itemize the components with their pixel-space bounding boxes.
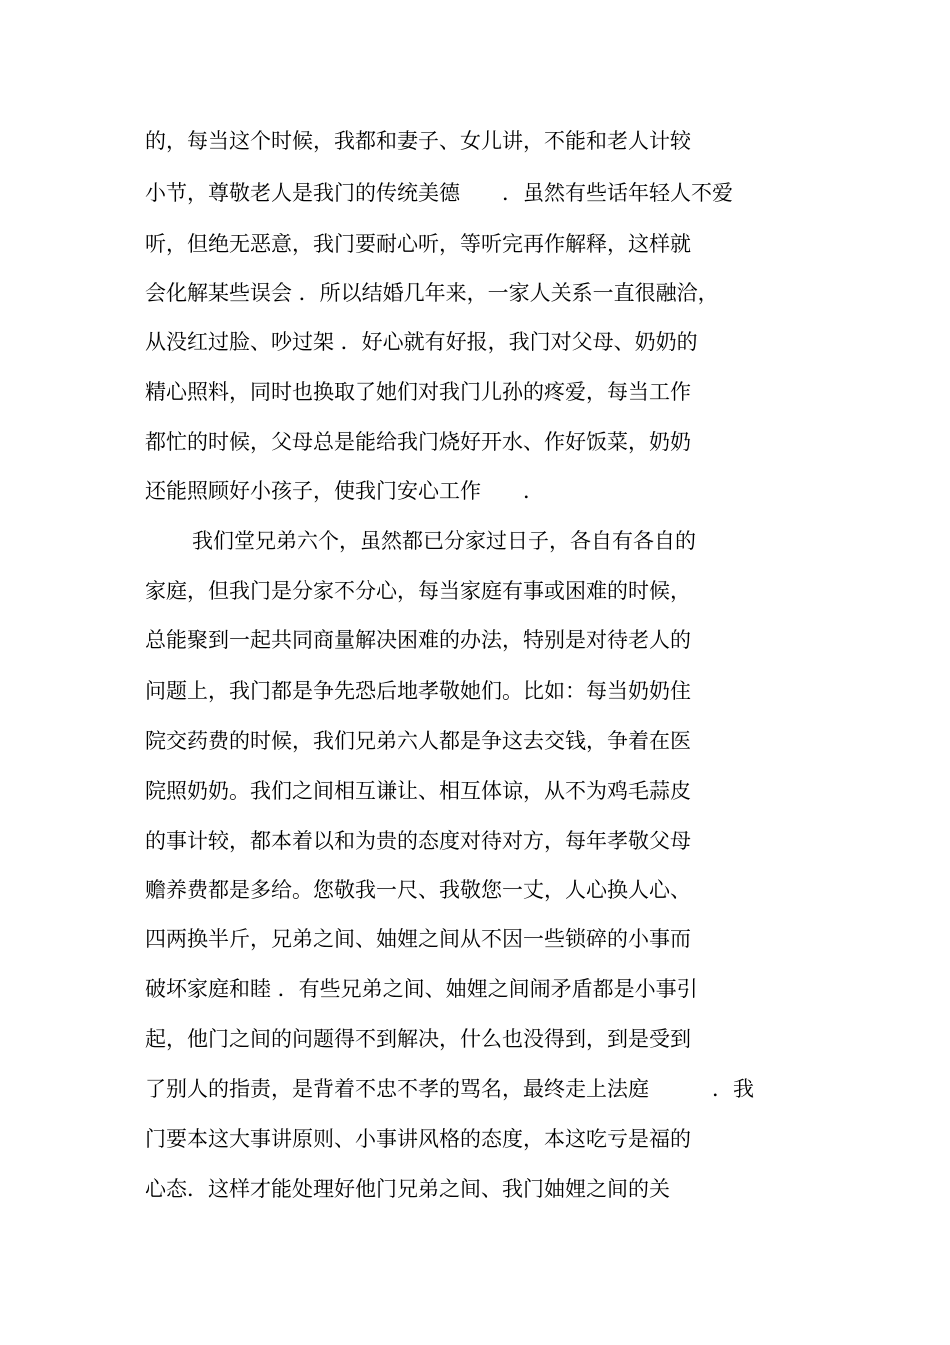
text-line: 总能聚到一起共同商量解决困难的办法，特别是对待老人的 bbox=[145, 628, 691, 652]
text-line: 精心照料，同时也换取了她们对我门儿孙的疼爱，每当工作 bbox=[145, 380, 691, 404]
text-line: 破坏家庭和睦 ．有些兄弟之间、妯娌之间闹矛盾都是小事引 bbox=[145, 977, 698, 1001]
text-line: 还能照顾好小孩子，使我门安心工作 ． bbox=[145, 479, 544, 503]
text-line: 四两换半斤，兄弟之间、妯娌之间从不因一些锁碎的小事而 bbox=[145, 927, 691, 951]
text-line: 家庭，但我门是分家不分心，每当家庭有事或困难的时候， bbox=[145, 579, 691, 603]
text-line: 赡养费都是多给。您敬我一尺、我敬您一丈，人心换人心、 bbox=[145, 878, 691, 902]
text-line: 从没红过脸、吵过架 ．好心就有好报，我门对父母、奶奶的 bbox=[145, 330, 698, 354]
paragraph-first-line: 我们堂兄弟六个，虽然都已分家过日子，各自有各自的 bbox=[192, 529, 696, 553]
text-line: 心态．这样才能处理好他门兄弟之间、我门妯娌之间的关 bbox=[145, 1177, 670, 1201]
text-line: 起，他门之间的问题得不到解决，什么也没得到，到是受到 bbox=[145, 1027, 691, 1051]
text-line: 听，但绝无恶意，我门要耐心听，等听完再作解释，这样就 bbox=[145, 232, 691, 256]
text-line: 了别人的指责，是背着不忠不孝的骂名，最终走上法庭 ．我 bbox=[145, 1077, 754, 1101]
text-line: 门要本这大事讲原则、小事讲风格的态度，本这吃亏是福的 bbox=[145, 1127, 691, 1151]
text-line: 都忙的时候，父母总是能给我门烧好开水、作好饭菜，奶奶 bbox=[145, 430, 691, 454]
text-line: 小节，尊敬老人是我门的传统美德 ．虽然有些话年轻人不爱 bbox=[145, 181, 733, 205]
text-line: 会化解某些误会 ．所以结婚几年来，一家人关系一直很融洽， bbox=[145, 281, 719, 305]
text-line: 院照奶奶。我们之间相互谦让、相互体谅，从不为鸡毛蒜皮 bbox=[145, 779, 691, 803]
text-line: 的，每当这个时候，我都和妻子、女儿讲，不能和老人计较 bbox=[145, 129, 691, 153]
text-line: 院交药费的时候，我们兄弟六人都是争这去交钱，争着在医 bbox=[145, 729, 691, 753]
text-line: 问题上，我门都是争先恐后地孝敬她们。比如：每当奶奶住 bbox=[145, 679, 691, 703]
text-line: 的事计较，都本着以和为贵的态度对待对方，每年孝敬父母 bbox=[145, 829, 691, 853]
